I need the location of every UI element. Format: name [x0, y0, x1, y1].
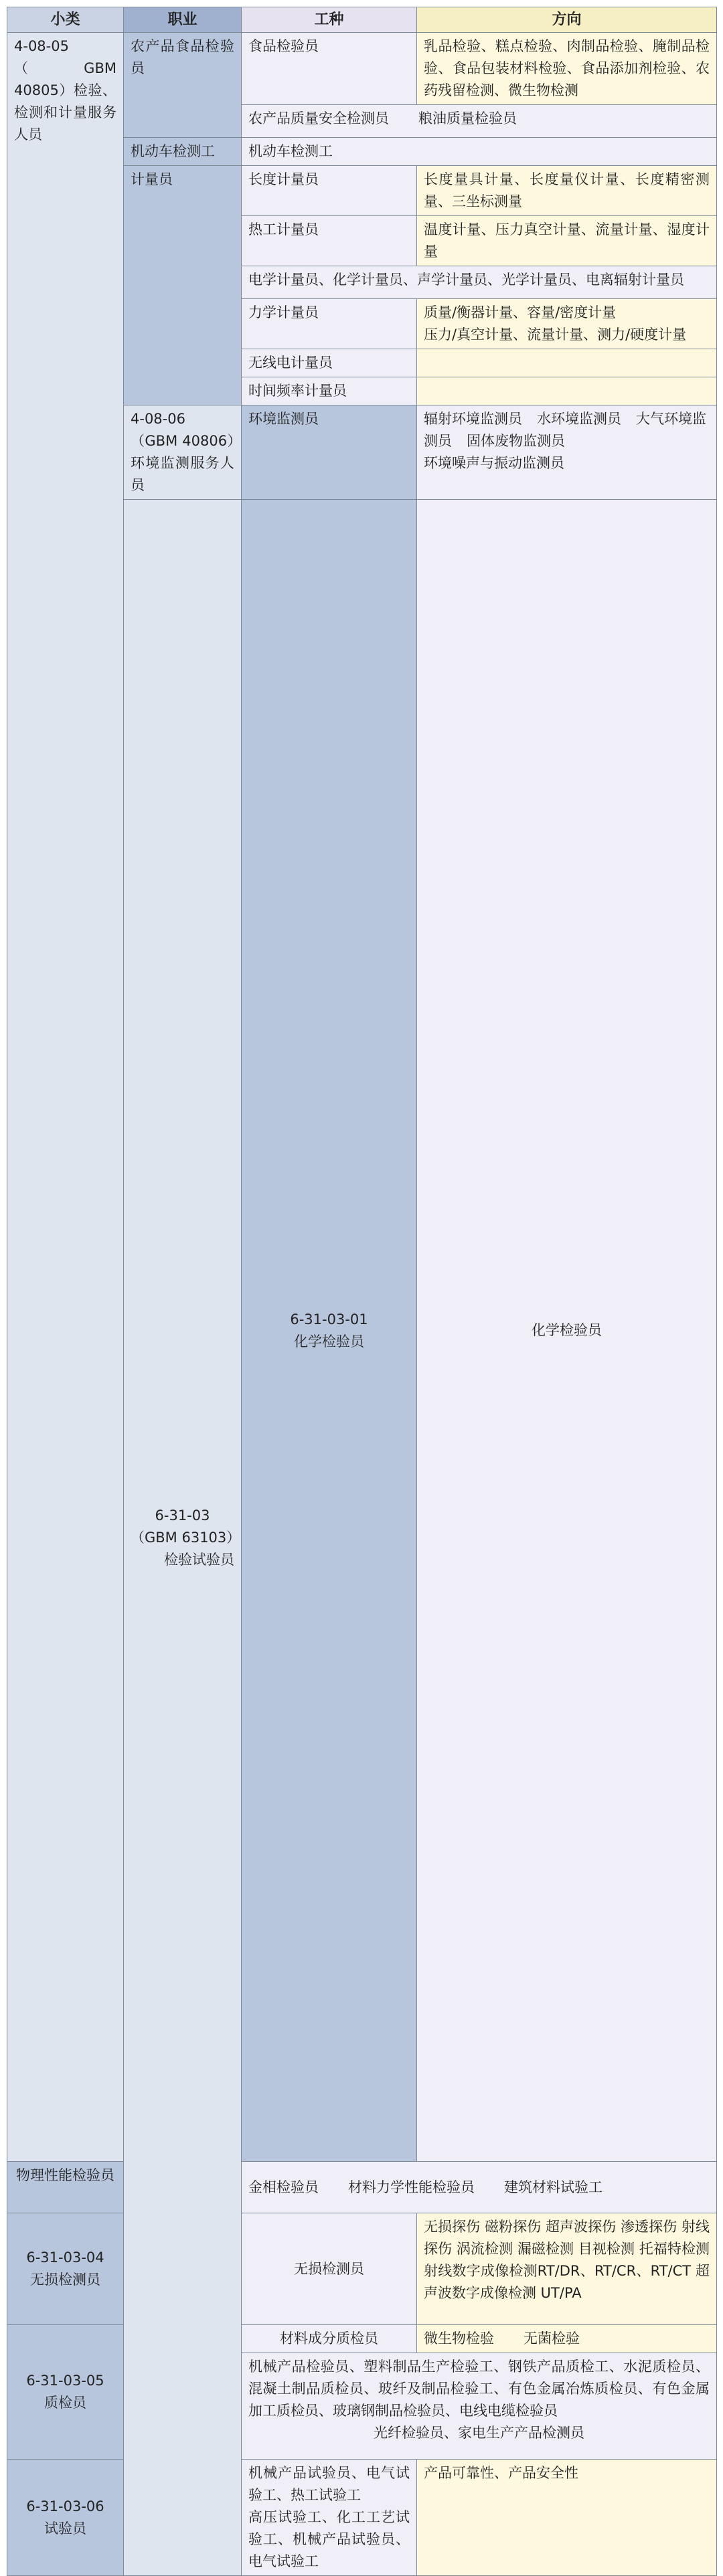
work-type-cell — [242, 105, 717, 138]
direction-line: 压力/真空计量、流量计量、测力/硬度计量 — [424, 327, 687, 343]
occupation-cell — [7, 2460, 124, 2576]
category-gbm: （GBM 63103） — [131, 1529, 241, 1546]
work-type-cell: 无线电计量员 — [242, 349, 417, 377]
work-type-cell: 机动车检测工 — [242, 138, 717, 166]
direction-line: 质量/衡器计量、容量/密度计量 — [424, 304, 617, 320]
occupation-cell — [242, 500, 417, 2162]
env-item: 辐射环境监测员 — [424, 411, 522, 427]
direction-cell: 乳品检验、糕点检验、肉制品检验、腌制品检验、食品包装材料检验、食品添加剂检验、农药残留检测、微生物检测 — [417, 33, 717, 105]
work-type-cell: 力学计量员 — [242, 299, 417, 349]
direction-cell — [417, 349, 717, 377]
direction-cell: 无损探伤 磁粉探伤 超声波探伤 渗透探伤 射线探伤 涡流检测 漏磁检测 目视检测 托福特检测 射线数字成像检测RT/DR、RT/CR、RT/CT 超声波数字成像检测 UT/PA — [417, 2213, 717, 2325]
direction-item: 无菌检验 — [524, 2330, 580, 2347]
work-type-line: 高压试验工、化工工艺试验工、机械产品试验员、电气试验工 — [248, 2509, 410, 2569]
work-type-cell: 化学检验员 — [417, 500, 717, 2162]
header-category: 小类 — [7, 7, 124, 33]
category-name: 检验试验员 — [164, 1551, 234, 1568]
work-type-item: 金相检验员 — [248, 2179, 319, 2195]
category-code: 6-31-03 — [155, 1507, 210, 1524]
table-row — [7, 2213, 717, 2325]
occupation-name: 试验员 — [44, 2520, 86, 2537]
env-item: 环境噪声与振动监测员 — [424, 455, 564, 471]
occupation-cell — [7, 2325, 124, 2460]
work-type-cell: 食品检验员 — [242, 33, 417, 105]
occupation-code: 6-31-03-04 — [26, 2249, 104, 2266]
table-row — [7, 2460, 717, 2576]
env-item: 水环境监测员 — [537, 411, 621, 427]
direction-cell — [417, 2325, 717, 2353]
occupation-cell: 环境监测员 — [242, 405, 417, 500]
header-row — [7, 7, 717, 33]
work-type-cell — [417, 405, 717, 500]
work-type-item: 材料力学性能检验员 — [348, 2179, 475, 2195]
work-type-cell: 长度计量员 — [242, 166, 417, 216]
work-type-text: 农产品质量安全检测员 — [248, 110, 389, 126]
occupation-cell: 计量员 — [124, 166, 242, 405]
table-row — [7, 2162, 717, 2213]
occupation-name: 质检员 — [44, 2395, 86, 2411]
direction-cell: 产品可靠性、产品安全性 — [417, 2460, 717, 2576]
direction-cell: 温度计量、压力真空计量、流量计量、湿度计量 — [417, 216, 717, 266]
table-row — [7, 2325, 717, 2353]
occupation-name: 无损检测员 — [30, 2272, 100, 2288]
qc-text-line: 光纤检验员、家电生产产品检测员 — [374, 2425, 584, 2441]
occupation-table — [7, 7, 717, 2576]
direction-cell: 长度量具计量、长度量仪计量、长度精密测量、三坐标测量 — [417, 166, 717, 216]
work-type-item: 建筑材料试验工 — [504, 2179, 602, 2195]
direction-cell — [417, 299, 717, 349]
env-line — [424, 408, 710, 452]
work-type-line: 机械产品试验员、电气试验工、热工试验工 — [248, 2465, 410, 2503]
work-type-cell: 材料成分质检员 — [242, 2325, 417, 2353]
category-cell: 4-08-06 （GBM 40806）环境监测服务人员 — [124, 405, 242, 500]
work-type-cell — [242, 2162, 717, 2213]
work-type-cell — [242, 2353, 717, 2460]
direction-text: 粮油质量检验员 — [418, 110, 517, 126]
env-item: 固体废物监测员 — [467, 433, 565, 449]
env-item: 大气环境监测员 — [424, 411, 706, 449]
header-work-type: 工种 — [242, 7, 417, 33]
work-type-cell: 无损检测员 — [242, 2213, 417, 2325]
header-occupation: 职业 — [124, 7, 242, 33]
direction-cell — [417, 377, 717, 405]
category-cell — [124, 500, 242, 2576]
direction-item: 微生物检验 — [424, 2330, 494, 2347]
work-type-cell — [242, 2460, 417, 2576]
occupation-cell: 物理性能检验员 — [7, 2162, 124, 2213]
qc-text: 机械产品检验员、塑料制品生产检验工、钢铁产品质检工、水泥质检员、混凝土制品质检员、玻纤及制品检验工、有色金属冶炼质检员、有色金属加工质检员、玻璃钢制品检验员、电线电缆检验员 — [248, 2359, 710, 2419]
occupation-cell — [7, 2213, 124, 2325]
occupation-code: 6-31-03-01 — [290, 1311, 368, 1327]
occupation-cell: 机动车检测工 — [124, 138, 242, 166]
occupation-code: 6-31-03-06 — [26, 2498, 104, 2514]
occupation-cell: 农产品食品检验员 — [124, 33, 242, 138]
occupation-name: 化学检验员 — [294, 1333, 364, 1350]
work-type-cell: 时间频率计量员 — [242, 377, 417, 405]
table-row — [7, 33, 717, 105]
occupation-code: 6-31-03-05 — [26, 2373, 104, 2389]
work-type-cell: 热工计量员 — [242, 216, 417, 266]
work-type-cell: 电学计量员、化学计量员、声学计量员、光学计量员、电离辐射计量员 — [242, 266, 717, 299]
category-cell: 4-08-05 （GBM 40805）检验、检测和计量服务人员 — [7, 33, 124, 2162]
header-direction: 方向 — [417, 7, 717, 33]
